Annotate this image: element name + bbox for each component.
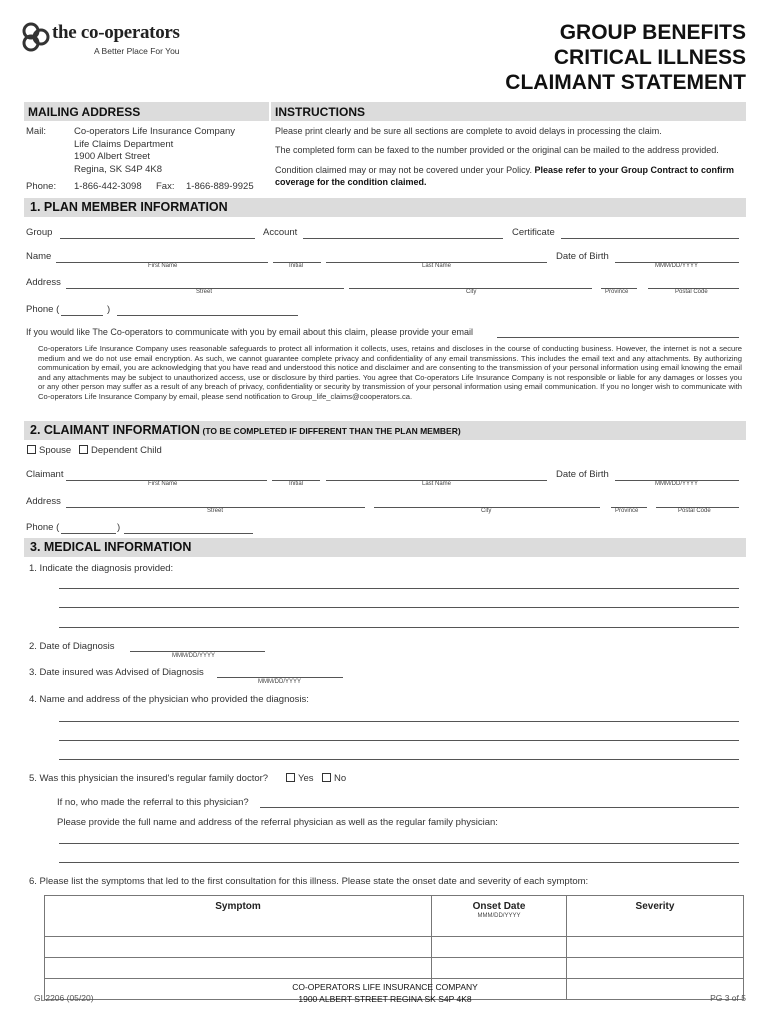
street-caption: Street [196, 289, 213, 295]
claimant-phone-label: Phone ( [26, 522, 60, 533]
title-line-2: CRITICAL ILLNESS [553, 46, 746, 69]
dependent-option[interactable] [79, 445, 162, 456]
symptom-cell[interactable] [45, 937, 432, 958]
symptom-header: Symptom [45, 896, 432, 937]
onset-date-cell[interactable] [432, 937, 567, 958]
account-input[interactable] [303, 238, 503, 239]
symptoms-table-header [45, 896, 744, 937]
diagnosis-line-2[interactable] [59, 607, 739, 608]
spouse-checkbox[interactable] [27, 445, 36, 454]
address-line-4: Regina, SK S4P 4K8 [74, 163, 163, 175]
claimant-phone-input[interactable] [124, 533, 253, 534]
title-line-1: GROUP BENEFITS [559, 21, 746, 44]
instruction-2: The completed form can be faxed to the number provided or the original can be mailed to the address provided. [275, 145, 719, 155]
footer-company: CO-OPERATORS LIFE INSURANCE COMPANY [292, 982, 478, 992]
no-option[interactable] [322, 773, 346, 784]
physician-line-3[interactable] [59, 759, 739, 760]
claimant-city-caption: City [481, 508, 492, 514]
email-prompt: If you would like The Co-operators to communicate with you by email about this claim, please provide your email [26, 327, 474, 337]
advised-date-input[interactable] [217, 677, 343, 678]
group-input[interactable] [60, 238, 255, 239]
table-row [45, 958, 744, 979]
q2-label: 2. Date of Diagnosis [29, 641, 115, 652]
spouse-option[interactable] [27, 445, 71, 456]
section-2-title [30, 423, 461, 437]
section-2-title-note: (TO BE COMPLETED IF DIFFERENT THAN THE PLAN MEMBER) [202, 426, 461, 436]
dob-format-caption: MMM/DD/YYYY [655, 263, 699, 269]
claimant-last-name-caption: Last Name [422, 481, 452, 487]
address-line-2: Life Claims Department [74, 138, 174, 150]
physician-line-1[interactable] [59, 721, 739, 722]
page-number: PG 3 of 5 [710, 993, 746, 1003]
claimant-province-caption: Province [615, 508, 639, 514]
logo-tagline: A Better Place For You [94, 46, 180, 56]
yes-label: Yes [298, 773, 314, 784]
certificate-input[interactable] [561, 238, 739, 239]
onset-date-format: MMM/DD/YYYY [477, 913, 521, 919]
section-1-title: 1. PLAN MEMBER INFORMATION [30, 200, 228, 214]
initial-caption: Initial [289, 263, 304, 269]
q3-label: 3. Date insured was Advised of Diagnosis [29, 667, 204, 678]
name-label: Name [26, 251, 52, 262]
area-code-input[interactable] [61, 315, 103, 316]
email-input[interactable] [497, 337, 739, 338]
phone-field-label: Phone ( [26, 304, 60, 315]
severity-header: Severity [567, 896, 744, 937]
claimant-label: Claimant [26, 469, 64, 480]
dependent-label: Dependent Child [91, 445, 162, 456]
physician-line-2[interactable] [59, 740, 739, 741]
claimant-dob-format-caption: MMM/DD/YYYY [655, 481, 699, 487]
onset-date-header [432, 896, 567, 937]
diagnosis-line-3[interactable] [59, 627, 739, 628]
phone-paren: ) [107, 304, 111, 315]
no-label: No [334, 773, 347, 784]
instructions-heading-bar [271, 102, 746, 121]
footer-address: 1900 ALBERT STREET REGINA SK S4P 4K8 [298, 994, 472, 1004]
claimant-area-code-input[interactable] [61, 533, 116, 534]
claimant-initial-caption: Initial [289, 481, 304, 487]
footer-company-block [235, 981, 535, 1005]
q6-label: 6. Please list the symptoms that led to the first consultation for this illness. Please state the onset date and severity of each symptom: [29, 876, 589, 887]
phone-label: Phone: [26, 181, 57, 192]
spouse-label: Spouse [39, 445, 72, 456]
first-name-caption: First Name [148, 263, 178, 269]
dob-label: Date of Birth [556, 251, 609, 262]
onset-date-header-label: Onset Date [472, 901, 526, 912]
address-line-3: 1900 Albert Street [74, 151, 151, 162]
logo [22, 20, 192, 60]
yes-checkbox[interactable] [286, 773, 295, 782]
referral-input[interactable] [260, 807, 739, 808]
postal-caption: Postal Code [675, 289, 708, 295]
instruction-3 [275, 164, 740, 188]
mailing-address [74, 126, 235, 176]
dependent-checkbox[interactable] [79, 445, 88, 454]
instructions-heading: INSTRUCTIONS [275, 105, 365, 119]
address-line-1: Co-operators Life Insurance Company [74, 126, 236, 137]
phone-input[interactable] [117, 315, 298, 316]
symptom-cell[interactable] [45, 958, 432, 979]
section-2-title-text: 2. CLAIMANT INFORMATION [30, 423, 200, 437]
phone-number: 1-866-442-3098 [74, 181, 142, 192]
diagnosis-line-1[interactable] [59, 588, 739, 589]
table-row [45, 937, 744, 958]
form-code: GL2206 (05/20) [34, 993, 94, 1003]
no-checkbox[interactable] [322, 773, 331, 782]
referral-details-line-2[interactable] [59, 862, 739, 863]
privacy-notice: Co-operators Life Insurance Company uses reasonable safeguards to protect all information it collects, uses, retains and discloses in the course of conducting business. However, the internet is not a secure medium and we do not use email encryption. As such, we cannot guarantee complete privacy and confidentiality of any email transmissions. This includes the email text and any attachments. By authorizing communication by email, you are acknowledging that you have read and understood this notice and disclaimer and are consenting to the transmission of your personal information using email knowing the email and any attachments may be subject to unauthorized access, use or disclosure by third parties. You agree that Co-operators Life Insurance Company is not responsible or liable for any damages or losses you or any other person may suffer as a result of any breach of privacy, confidentiality or security by transmission of your personal information using email communication. If you no longer wish to communicate with Co-operators Life Insurance Company by email, please send notification to Group_life_claims@cooperators.ca. [38, 344, 742, 401]
advised-date-format: MMM/DD/YYYY [258, 679, 302, 685]
diagnosis-date-format: MMM/DD/YYYY [172, 653, 216, 659]
fax-label: Fax: [156, 181, 175, 192]
severity-cell[interactable] [567, 937, 744, 958]
severity-cell[interactable] [567, 958, 744, 979]
mail-label: Mail: [26, 126, 47, 137]
city-caption: City [466, 289, 477, 295]
claimant-first-name-caption: First Name [148, 481, 178, 487]
co-operators-logo-icon [22, 22, 50, 52]
q5b-label: Please provide the full name and address of the referral physician as well as the regular family physician: [57, 817, 498, 828]
mailing-heading-bar [24, 102, 269, 121]
claimant-address-label: Address [26, 496, 61, 507]
province-caption: Province [605, 289, 629, 295]
title-line-3: CLAIMANT STATEMENT [505, 71, 746, 94]
section-3-title: 3. MEDICAL INFORMATION [30, 540, 192, 554]
claimant-dob-label: Date of Birth [556, 469, 609, 480]
referral-details-line-1[interactable] [59, 843, 739, 844]
form-title [505, 20, 746, 95]
last-name-caption: Last Name [422, 263, 452, 269]
instruction-3-bold: Please refer to your Group Contract to confirm coverage for the condition claimed. [275, 165, 735, 187]
onset-date-cell[interactable] [432, 958, 567, 979]
q5-label: 5. Was this physician the insured's regular family doctor? [29, 773, 269, 784]
group-label: Group [26, 227, 53, 238]
account-label: Account [263, 227, 298, 238]
diagnosis-date-input[interactable] [130, 651, 265, 652]
mailing-heading: MAILING ADDRESS [28, 105, 141, 119]
claimant-postal-caption: Postal Code [678, 508, 711, 514]
claimant-street-caption: Street [207, 508, 224, 514]
claimant-phone-paren: ) [117, 522, 121, 533]
q4-label: 4. Name and address of the physician who provided the diagnosis: [29, 694, 309, 705]
yes-option[interactable] [286, 773, 314, 784]
instruction-3-text: Condition claimed may or may not be covered under your Policy. [275, 165, 535, 175]
instruction-1: Please print clearly and be sure all sections are complete to avoid delays in processing the claim. [275, 126, 662, 136]
address-label: Address [26, 277, 61, 288]
fax-number: 1-866-889-9925 [186, 181, 254, 192]
q5a-label: If no, who made the referral to this physician? [57, 797, 249, 808]
q1-label: 1. Indicate the diagnosis provided: [29, 563, 174, 574]
certificate-label: Certificate [512, 227, 555, 238]
logo-text: the co-operators [52, 22, 180, 43]
